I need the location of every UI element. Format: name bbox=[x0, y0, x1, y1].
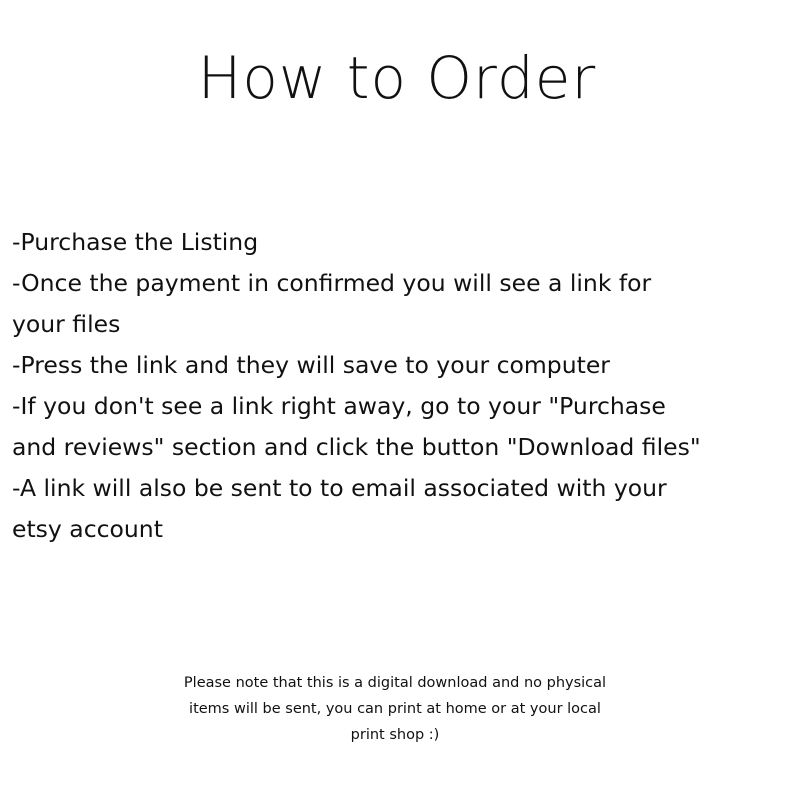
step-line: -Press the link and they will save to your computer bbox=[12, 351, 610, 379]
page-title: How to Order bbox=[197, 44, 597, 112]
step-line: -A link will also be sent to to email associated with your bbox=[12, 474, 667, 502]
digital-download-note bbox=[140, 670, 650, 748]
note-line: print shop :) bbox=[350, 727, 440, 743]
step-line: etsy account bbox=[12, 515, 163, 543]
step-line: -Purchase the Listing bbox=[12, 228, 259, 256]
note-line: Please note that this is a digital download and no physical bbox=[183, 675, 607, 691]
step-line: and reviews" section and click the button "Download files" bbox=[12, 433, 701, 461]
step-line: -If you don't see a link right away, go to your "Purchase bbox=[12, 392, 666, 420]
note-line: items will be sent, you can print at home or at your local bbox=[189, 701, 601, 717]
step-line: your files bbox=[12, 310, 121, 338]
order-steps-list bbox=[12, 222, 788, 550]
step-line: -Once the payment in confirmed you will see a link for bbox=[12, 269, 652, 297]
